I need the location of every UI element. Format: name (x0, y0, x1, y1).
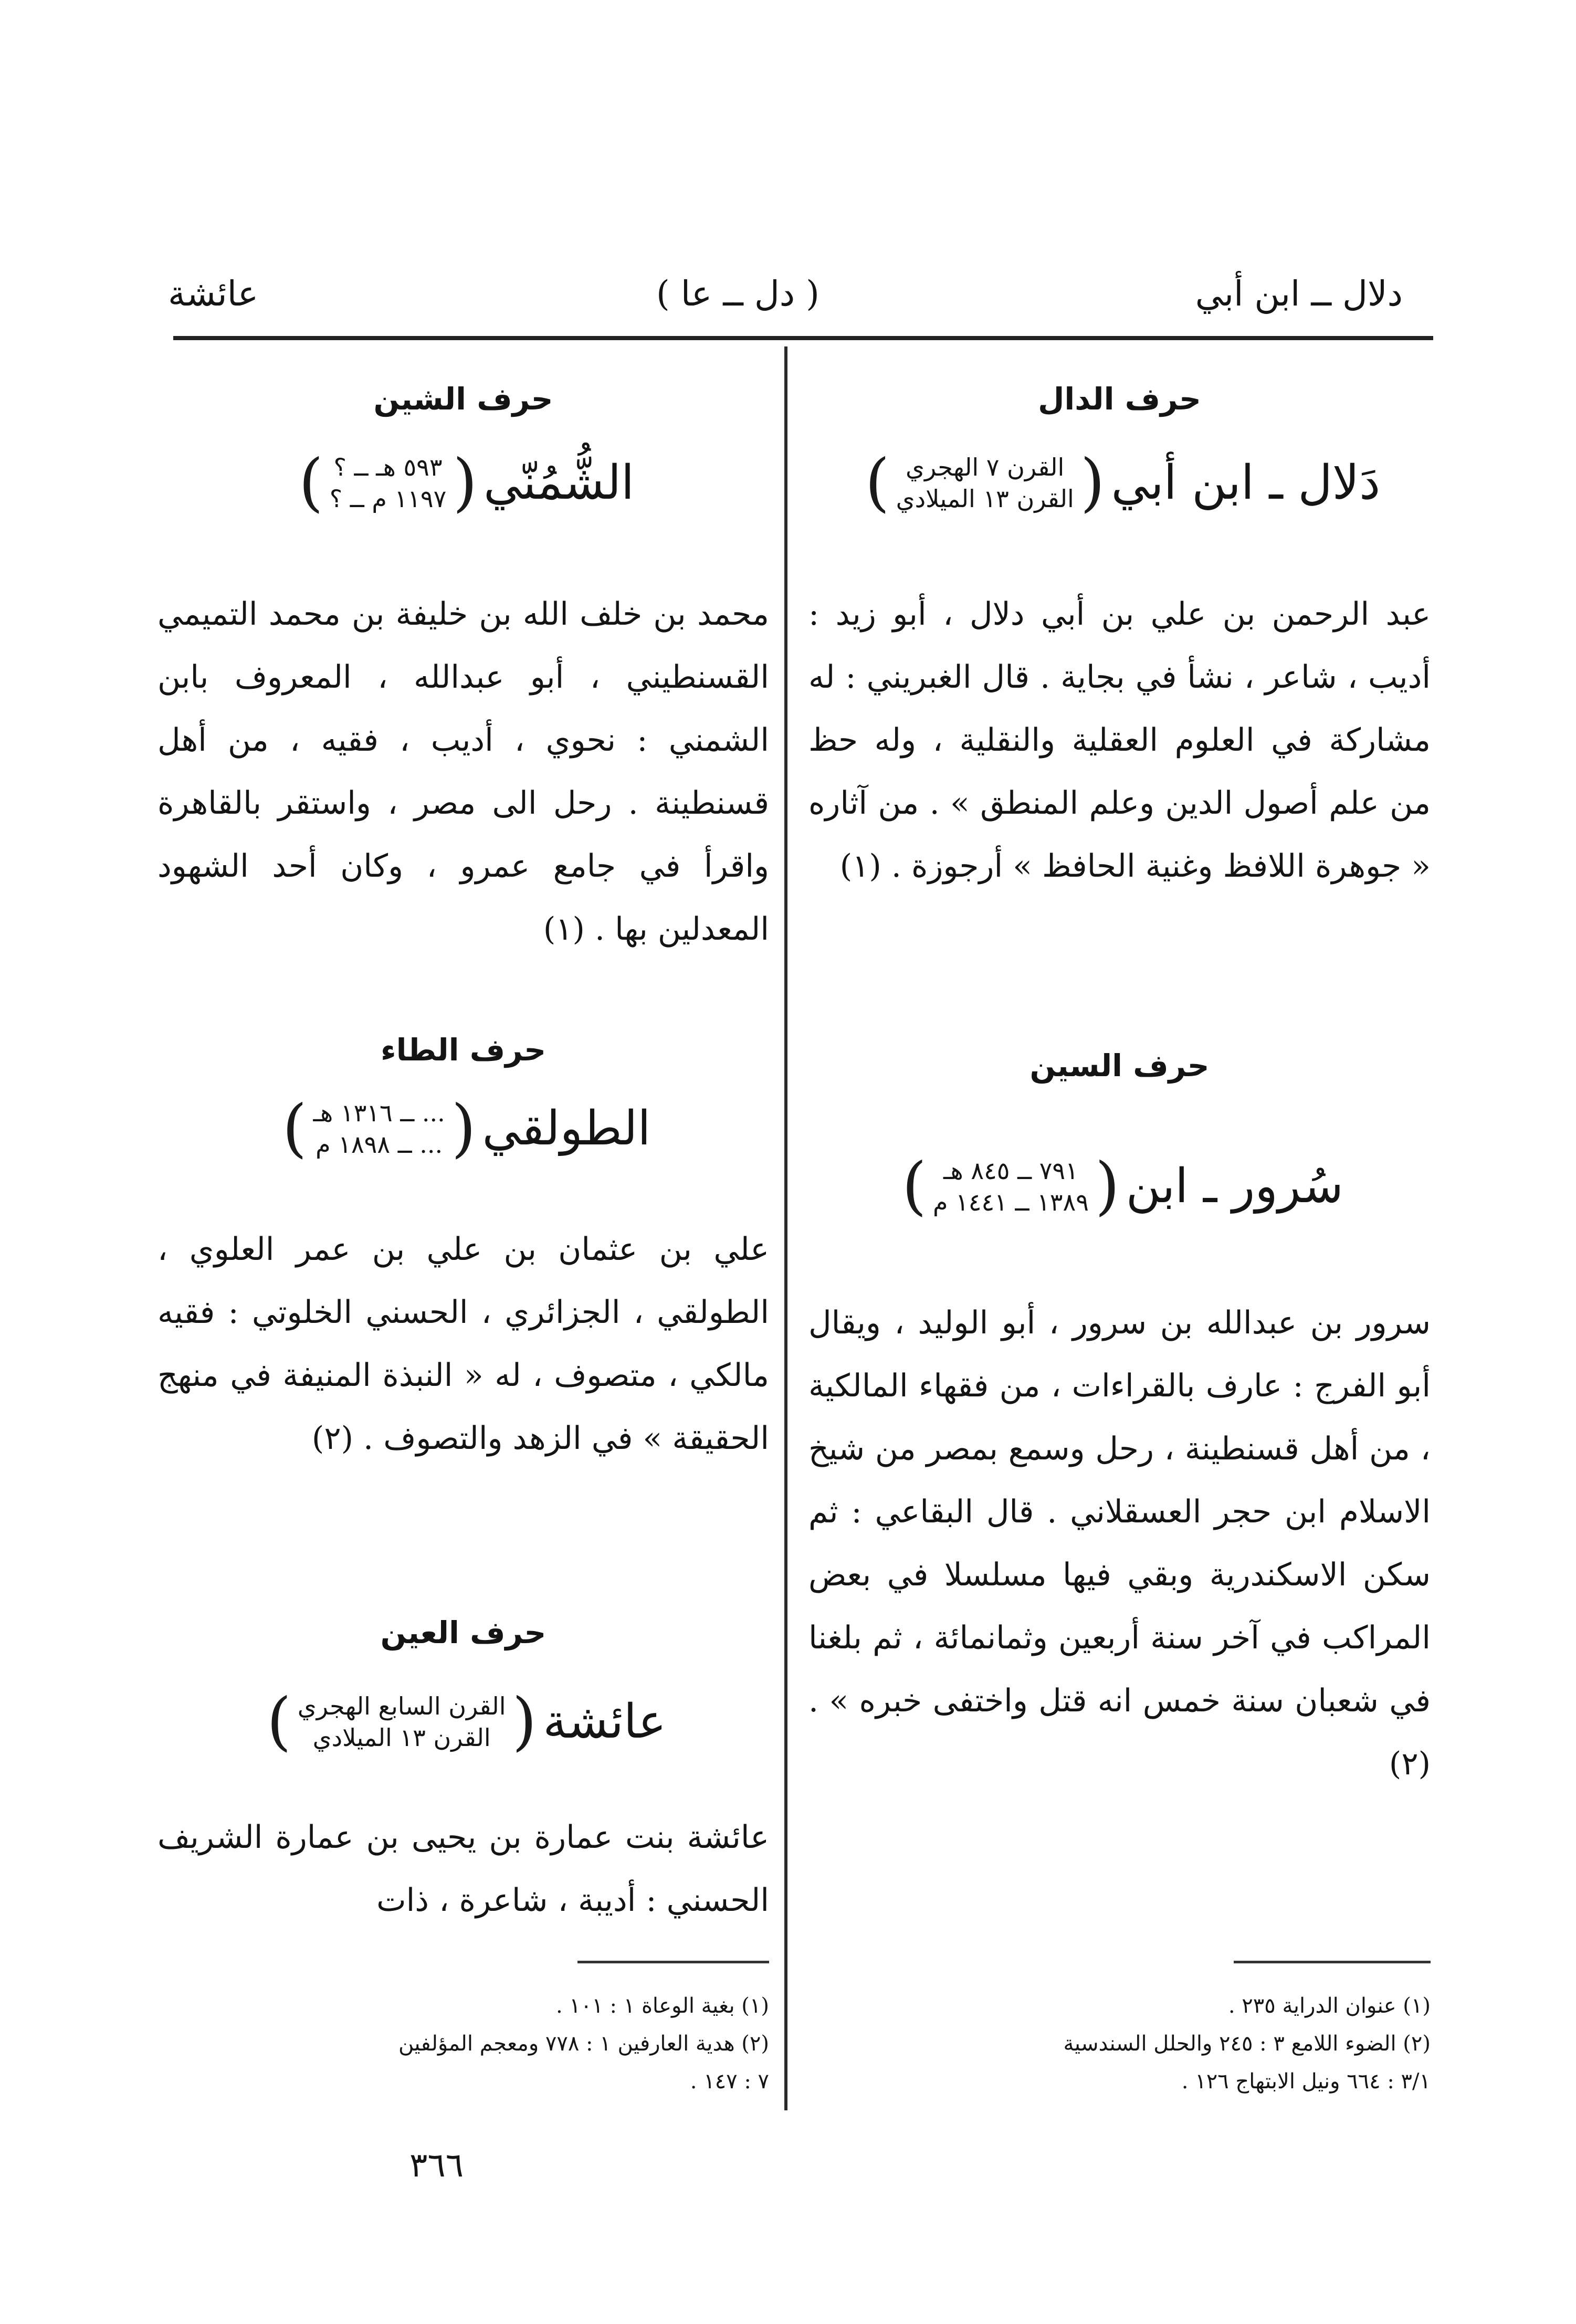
entry-header-aisha (157, 1685, 769, 1759)
footnotes-right (808, 1987, 1431, 2100)
page-number: ٣٦٦ (409, 2146, 464, 2185)
section-heading: حرف السين (1029, 1048, 1210, 1084)
entry-body-dalal: عبد الرحمن بن علي بن أبي دلال ، أبو زيد : أديب ، شاعر ، نشأ في بجاية . قال الغبريني : له مشاركة في العلوم العقلية والنقلية ، وله حظ من علم أصول الدين وعلم المنطق » . من آثاره « جوهرة اللافظ وغنية الحافظ » أرجوزة . (١) (808, 596, 1431, 885)
open-paren: ( (1095, 1150, 1120, 1223)
close-paren: ) (282, 1092, 307, 1165)
entry-body-aisha: عائشة بنت عمارة بن يحيى بن عمارة الشريف الحسني : أديبة ، شاعرة ، ذات (157, 1819, 769, 1919)
date-hijri: القرن السابع الهجري (297, 1692, 506, 1720)
header-left-title: عائشة (168, 274, 259, 314)
close-paren: ) (865, 446, 890, 519)
date-gregorian: ... ــ ١٨٩٨ م (316, 1130, 443, 1159)
entry-header-dalal (808, 446, 1431, 520)
entry-header-tulqi (157, 1092, 769, 1165)
footnote-2-cont: ٧ : ١٤٧ . (690, 2069, 769, 2094)
footnote-1: (١) عنوان الدراية ٢٣٥ . (1228, 1994, 1431, 2018)
entry-name: سُرور ـ ابن (1126, 1159, 1343, 1214)
section-title-ain (157, 1612, 769, 1654)
footnotes-left (157, 1987, 769, 2100)
footnote-2: (٢) الضوء اللامع ٣ : ٢٤٥ والحلل السندسية (1063, 2032, 1431, 2056)
section-title-dal (808, 378, 1431, 420)
section-heading: حرف العين (380, 1615, 547, 1650)
footnote-2: (٢) هدية العارفين ١ : ٧٧٨ ومعجم المؤلفين (398, 2032, 769, 2056)
date-gregorian: القرن ١٣ الميلادي (312, 1723, 491, 1752)
date-hijri: ... ــ ١٣١٦ هـ (313, 1099, 445, 1127)
entry-dates (896, 451, 1074, 514)
footnote-rule-left (577, 1961, 769, 1963)
open-paren: ( (451, 1092, 476, 1165)
entry-header-surur (808, 1150, 1431, 1223)
section-title-ta (157, 1029, 769, 1071)
footnote-1: (١) بغية الوعاة ١ : ١٠١ . (555, 1994, 769, 2018)
entry-body-surur: سرور بن عبدالله بن سرور ، أبو الوليد ، ويقال أبو الفرج : عارف بالقراءات ، من فقهاء المالكية ، من أهل قسنطينة ، رحل وسمع بمصر من شيخ الاسلام ابن حجر العسقلاني . قال البقاعي : ثم سكن الاسكندرية وبقي فيها مسلسلا في بعض المراكب في آخر سنة أربعين وثمانمائة ، ثم بلغنا في شعبان سنة خمس انه قتل واختفى خبره » . (٢) (808, 1305, 1431, 1782)
date-hijri: ٧٩١ ــ ٨٤٥ هـ (943, 1156, 1078, 1185)
close-paren: ) (266, 1685, 291, 1758)
column-divider (784, 346, 787, 2110)
entry-name: الشُّمُنّي (484, 455, 635, 510)
section-heading: حرف الشين (373, 381, 553, 417)
section-heading: حرف الطاء (380, 1032, 547, 1068)
close-paren: ) (902, 1150, 927, 1223)
footnote-rule-right (1234, 1961, 1431, 1963)
section-title-shin (157, 378, 769, 420)
entry-header-shumunni (157, 446, 769, 520)
entry-dates (330, 451, 447, 514)
open-paren: ( (453, 446, 478, 519)
date-hijri: ٥٩٣ هـ ــ ؟ (333, 453, 443, 481)
entry-dates (298, 1690, 506, 1753)
entry-name: دَلال ـ ابن أبي (1111, 455, 1381, 510)
entry-dates (313, 1097, 445, 1160)
entry-name: الطولقي (482, 1101, 651, 1156)
date-gregorian: ١١٩٧ م ــ ؟ (329, 485, 447, 513)
header-rule (173, 336, 1433, 340)
footnote-2-cont: ٣/١ : ٦٦٤ ونيل الابتهاج ١٢٦ . (1181, 2069, 1431, 2094)
close-paren: ) (298, 446, 323, 519)
section-title-sin (808, 1045, 1431, 1087)
entry-body-shumunni: محمد بن خلف الله بن خليفة بن محمد التميمي القسنطيني ، أبو عبدالله ، المعروف بابن الشمني : نحوي ، أديب ، فقيه ، من أهل قسنطينة . رحل الى مصر ، واستقر بالقاهرة واقرأ في جامع عمرو ، وكان أحد الشهود المعدلين بها . (١) (157, 596, 769, 948)
header-right-title: دلال ــ ابن أبي (1195, 274, 1403, 314)
header-letter-range: ( دل ــ عا ) (656, 274, 819, 314)
entry-dates (933, 1155, 1089, 1218)
date-gregorian: القرن ١٣ الميلادي (896, 485, 1074, 513)
open-paren: ( (512, 1685, 537, 1758)
open-paren: ( (1080, 446, 1105, 519)
date-hijri: القرن ٧ الهجري (906, 453, 1065, 481)
entry-body-tulqi: علي بن عثمان بن علي بن عمر العلوي ، الطولقي ، الجزائري ، الحسني الخلوتي : فقيه مالكي ، متصوف ، له « النبذة المنيفة في منهج الحقيقة » في الزهد والتصوف . (٢) (157, 1231, 769, 1457)
date-gregorian: ١٣٨٩ ــ ١٤٤١ م (932, 1188, 1089, 1216)
entry-name: عائشة (543, 1694, 667, 1749)
section-heading: حرف الدال (1038, 381, 1201, 417)
